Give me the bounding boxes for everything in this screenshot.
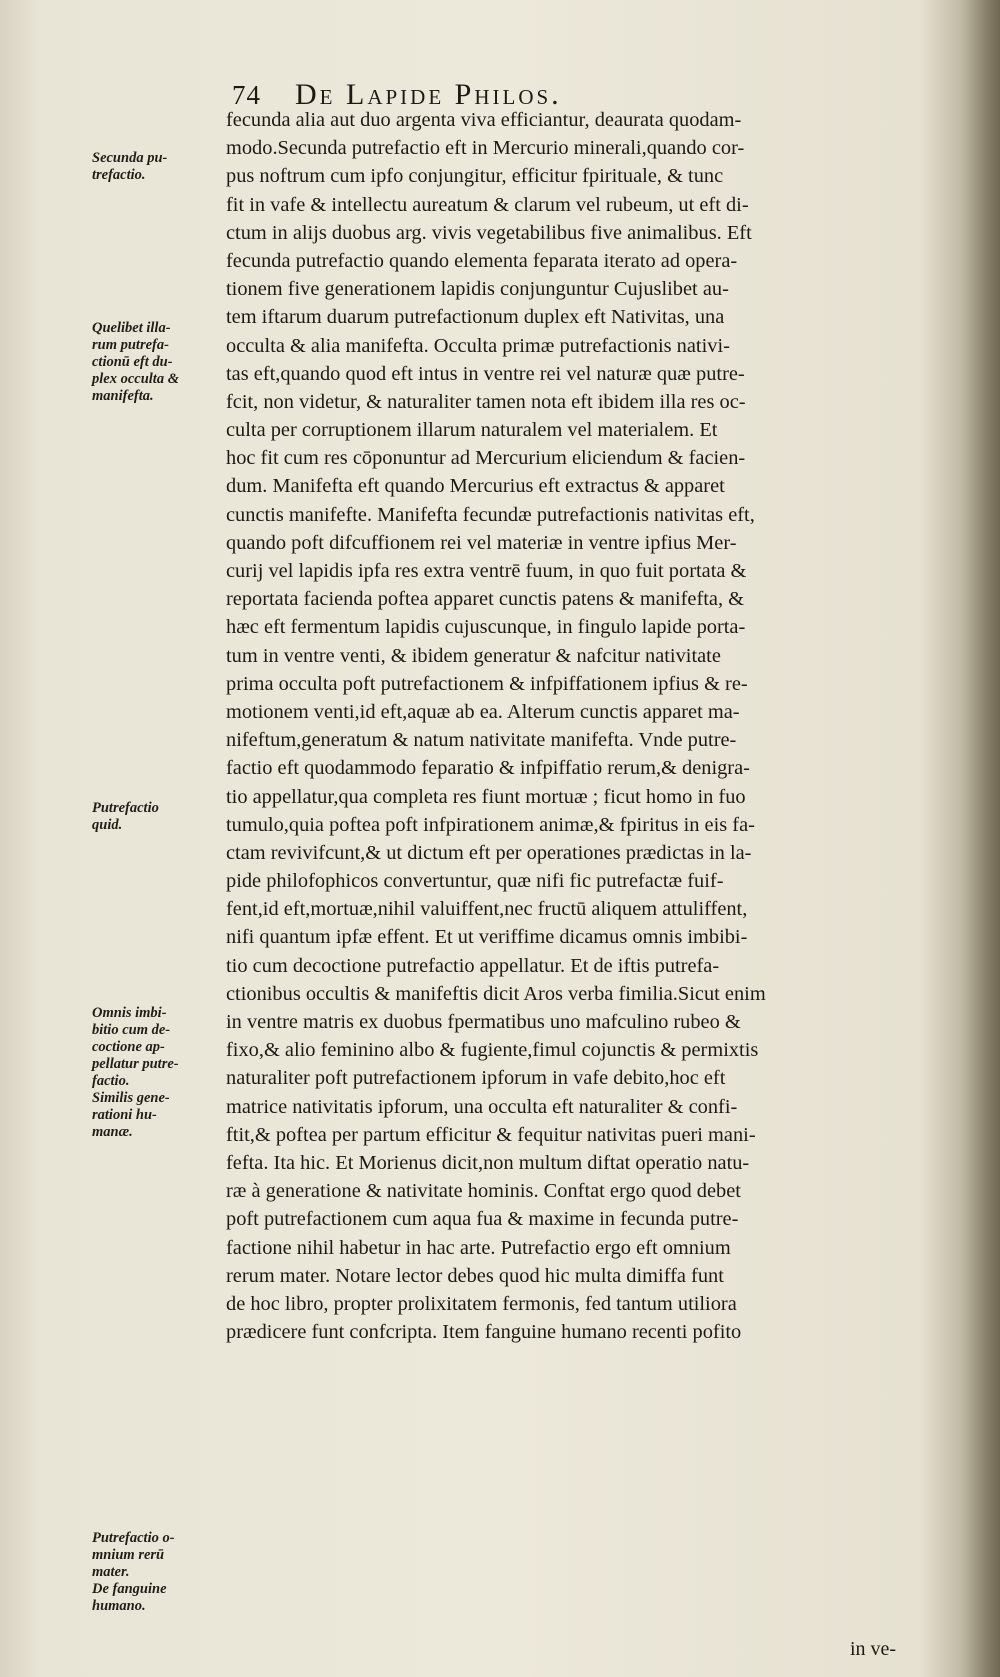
marginal-note-text: Omnis imbi- bitio cum de- coctione ap- pellatur putre- factio. Similis gene- rationi hu- manæ. <box>92 1005 179 1140</box>
text-line: tas eft,quando quod eft intus in ventre rei vel naturæ quæ putre- <box>226 362 745 385</box>
text-line: nifi quantum ipfæ effent. Et ut veriffime dicamus omnis imbibi- <box>226 926 748 949</box>
text-line: prima occulta poft putrefactionem & infpiffationem ipfius & re- <box>226 672 748 695</box>
text-line: tionem five generationem lapidis conjunguntur Cujuslibet au- <box>226 278 729 301</box>
text-line: dum. Manifefta eft quando Mercurius eft extractus & apparet <box>226 475 725 498</box>
text-line: fecunda alia aut duo argenta viva efficiantur, deaurata quodam- <box>226 109 742 131</box>
running-title: De Lapide Philos. <box>295 78 562 111</box>
text-line: prædicere funt confcripta. Item fanguine humano recenti pofito <box>226 1321 742 1344</box>
text-line: tumulo,quia poftea poft infpirationem animæ,& fpiritus in eis fa- <box>226 813 755 836</box>
text-line: motionem venti,id eft,aquæ ab ea. Alterum cunctis apparet ma- <box>226 700 740 723</box>
body-text <box>226 106 961 1346</box>
text-line: fecunda putrefactio quando elementa feparata iterato ad opera- <box>226 249 738 272</box>
text-line: culta per corruptionem illarum naturalem vel materialem. Et <box>226 419 718 442</box>
text-line: poft putrefactionem cum aqua fua & maxime in fecunda putre- <box>226 1208 739 1231</box>
marginal-note-text: Quelibet illa- rum putrefa- ctionū eft du- plex occulta & manifefta. <box>92 320 179 404</box>
text-line: matrice nativitatis ipforum, una occulta eft naturaliter & confi- <box>226 1095 738 1118</box>
text-line: tem iftarum duarum putrefactionum duplex eft Nativitas, una <box>226 306 725 329</box>
text-line: tum in ventre venti, & ibidem generatur & nafcitur nativitate <box>226 644 721 667</box>
text-line: tio cum decoctione putrefactio appellatur. Et de iftis putrefa- <box>226 954 720 977</box>
text-line: modo.Secunda putrefactio eft in Mercurio minerali,quando cor- <box>226 137 745 160</box>
page-number: 74 <box>232 80 261 110</box>
text-line: ræ à generatione & nativitate hominis. Conftat ergo quod debet <box>226 1180 741 1203</box>
marginal-note-text: Putrefactio quid. <box>92 800 159 833</box>
text-line: hoc fit cum res cōponuntur ad Mercurium eliciendum & facien- <box>226 447 746 470</box>
text-line: naturaliter poft putrefactionem ipforum in vafe debito,hoc eft <box>226 1067 726 1090</box>
text-line: ftit,& poftea per partum efficitur & fequitur nativitas pueri mani- <box>226 1123 756 1146</box>
catchword: in ve- <box>850 1638 897 1660</box>
marginal-note <box>92 150 232 184</box>
text-line: ctum in alijs duobus arg. vivis vegetabilibus five animalibus. Eft <box>226 221 752 244</box>
text-line: fit in vafe & intellectu aureatum & clarum vel rubeum, ut eft di- <box>226 193 749 216</box>
text-line: de hoc libro, propter prolixitatem fermonis, fed tantum utiliora <box>226 1292 737 1315</box>
text-line: nifeftum,generatum & natum nativitate manifefta. Vnde putre- <box>226 729 737 752</box>
text-line: fixo,& alio feminino albo & fugiente,fimul cojunctis & permixtis <box>226 1039 759 1062</box>
text-line: ctam revivifcunt,& ut dictum eft per operationes prædictas in la- <box>226 841 752 864</box>
text-line: quando poft difcuffionem rei vel materiæ in ventre ipfius Mer- <box>226 531 737 554</box>
text-line: factione nihil habetur in hac arte. Putrefactio ergo eft omnium <box>226 1236 731 1259</box>
marginal-note <box>92 320 232 405</box>
text-line: tio appellatur,qua completa res fiunt mortuæ ; ficut homo in fuo <box>226 785 746 808</box>
marginal-note <box>92 800 232 834</box>
text-line: pide philofophicos convertuntur, quæ nifi fic putrefactæ fuif- <box>226 870 724 893</box>
text-line: rerum mater. Notare lector debes quod hic multa dimiffa funt <box>226 1264 724 1287</box>
marginal-note <box>92 1530 232 1615</box>
marginal-note-text: Secunda pu- trefactio. <box>92 150 168 183</box>
marginal-note-text: Putrefactio o- mnium rerū mater. De fanguine humano. <box>92 1530 175 1614</box>
text-line: fefta. Ita hic. Et Morienus dicit,non multum diftat operatio natu- <box>226 1151 750 1174</box>
text-line: fent,id eft,mortuæ,nihil valuiffent,nec fructū aliquem attuliffent, <box>226 898 748 921</box>
text-line: reportata facienda poftea apparet cunctis patens & manifefta, & <box>226 588 745 611</box>
text-line: factio eft quodammodo feparatio & infpiffatio rerum,& denigra- <box>226 757 750 780</box>
text-line: hæc eft fermentum lapidis cujuscunque, in fingulo lapide porta- <box>226 616 746 639</box>
text-line: occulta & alia manifefta. Occulta primæ putrefactionis nativi- <box>226 334 730 357</box>
text-line: curij vel lapidis ipfa res extra ventrē fuum, in quo fuit portata & <box>226 560 747 582</box>
text-line: in ventre matris ex duobus fpermatibus uno mafculino rubeo & <box>226 1011 741 1033</box>
text-line: cunctis manifefte. Manifefta fecundæ putrefactionis nativitas eft, <box>226 503 755 526</box>
text-line: pus noftrum cum ipfo conjungitur, efficitur fpirituale, & tunc <box>226 165 724 188</box>
marginal-note <box>92 1005 232 1141</box>
text-line: fcit, non videtur, & naturaliter tamen nota eft ibidem illa res oc- <box>226 390 746 413</box>
text-line: ctionibus occultis & manifeftis dicit Aros verba fimilia.Sicut enim <box>226 982 766 1005</box>
